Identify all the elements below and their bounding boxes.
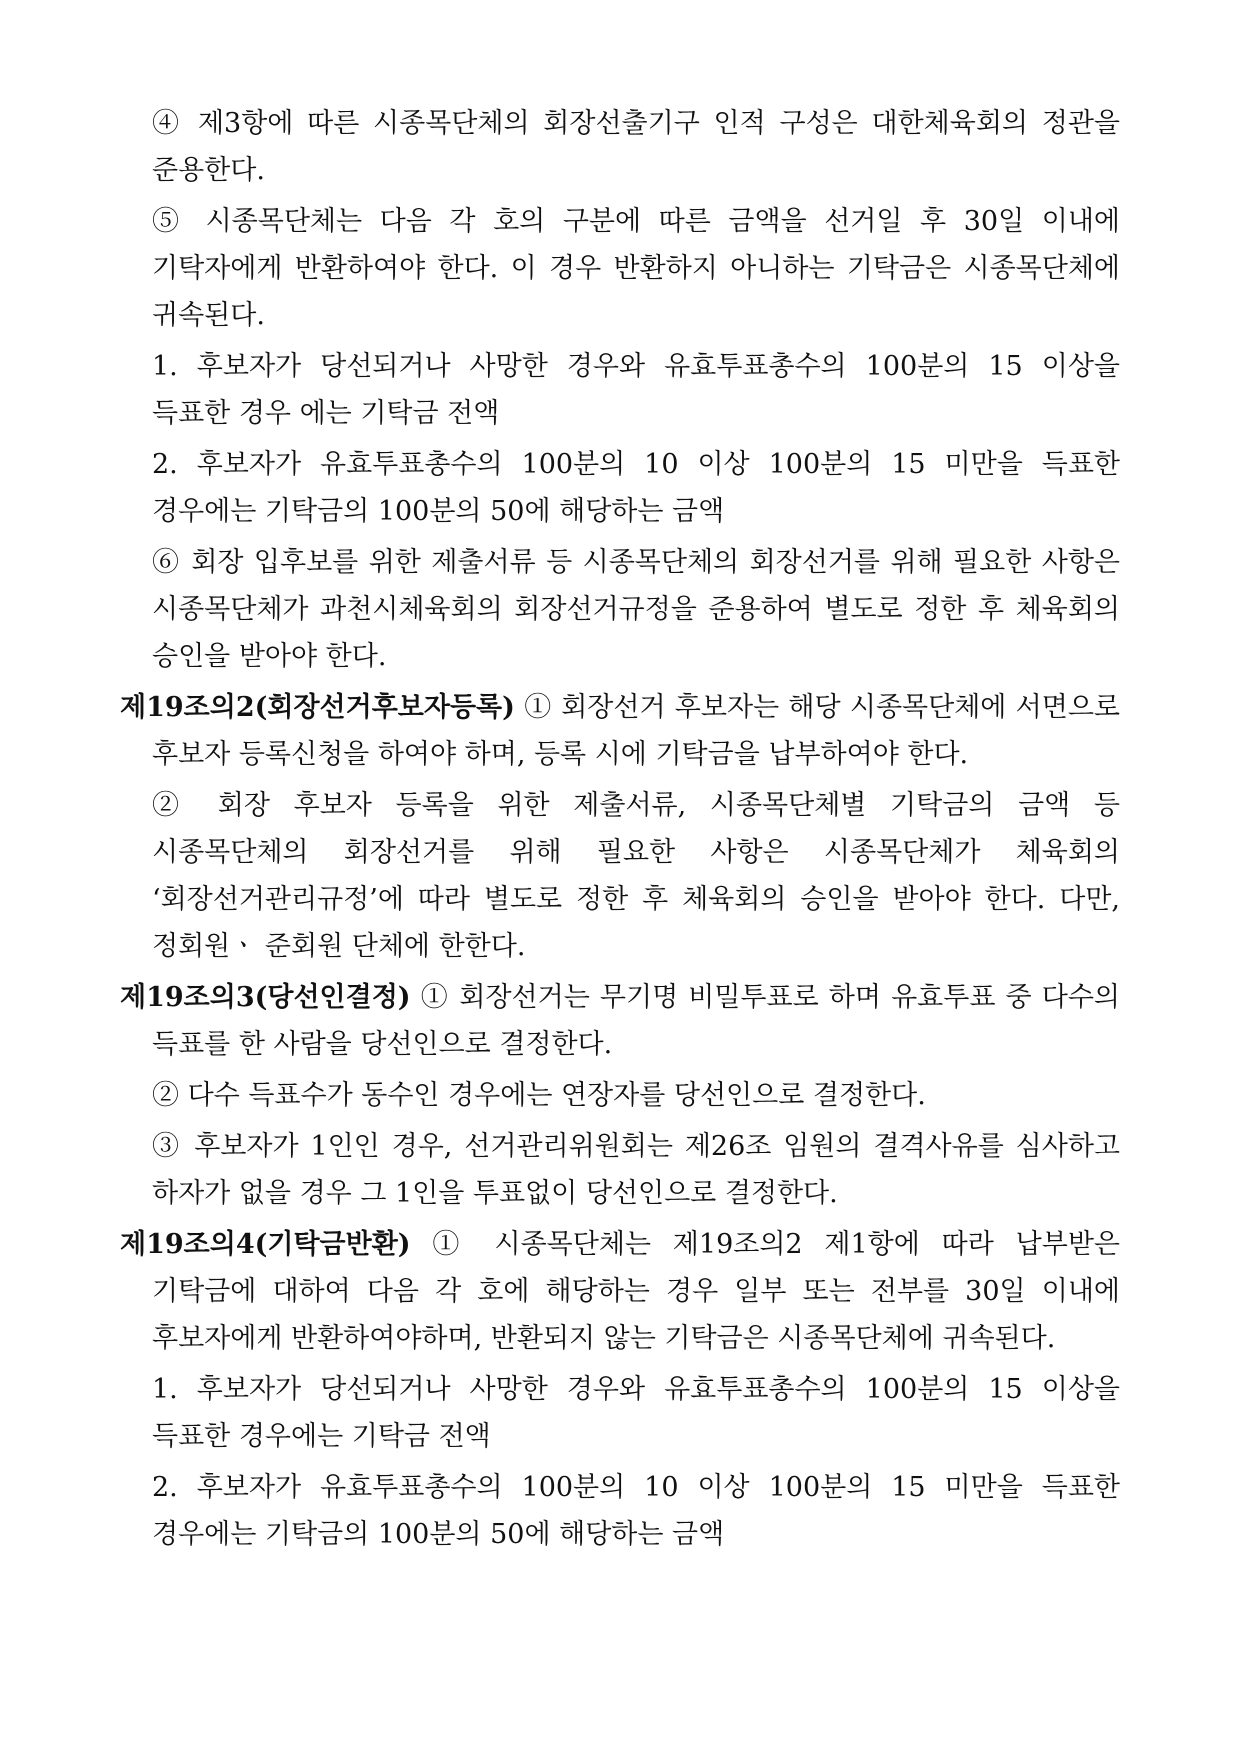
- article-paragraph: [120, 974, 1120, 1068]
- clause-paragraph: 1. 후보자가 당선되거나 사망한 경우와 유효투표총수의 100분의 15 이상을 득표한 경우 에는 기탁금 전액: [152, 351, 1120, 429]
- article-paragraph: [120, 1221, 1120, 1362]
- clause-paragraph: ⑤ 시종목단체는 다음 각 호의 구분에 따른 금액을 선거일 후 30일 이내에 기탁자에게 반환하여야 한다. 이 경우 반환하지 아니하는 기탁금은 시종목단체에 귀속된다.: [152, 206, 1120, 331]
- article-text: ① 시종목단체는 제19조의2 제1항에 따라 납부받은 기탁금에 대하여 다음 각 호에 해당하는 경우 일부 또는 전부를 30일 이내에 후보자에게 반환하여야하며, 반환되지 않는 기탁금은 시종목단체에 귀속된다.: [152, 1229, 1120, 1354]
- clause-paragraph: ② 다수 득표수가 동수인 경우에는 연장자를 당선인으로 결정한다.: [152, 1080, 926, 1111]
- article-heading: 제19조의3(당선인결정): [120, 982, 411, 1013]
- clause-paragraph: ③ 후보자가 1인인 경우, 선거관리위원회는 제26조 임원의 결격사유를 심사하고 하자가 없을 경우 그 1인을 투표없이 당선인으로 결정한다.: [152, 1131, 1120, 1209]
- article-heading: 제19조의4(기탁금반환): [120, 1229, 411, 1260]
- article-text: ① 회장선거는 무기명 비밀투표로 하며 유효투표 중 다수의 득표를 한 사람을 당선인으로 결정한다.: [152, 982, 1120, 1060]
- clause-paragraph: 2. 후보자가 유효투표총수의 100분의 10 이상 100분의 15 미만을 득표한 경우에는 기탁금의 100분의 50에 해당하는 금액: [152, 449, 1120, 527]
- clause-paragraph: ② 회장 후보자 등록을 위한 제출서류, 시종목단체별 기탁금의 금액 등 시종목단체의 회장선거를 위해 필요한 사항은 시종목단체가 체육회의 ‘회장선거관리규정’에 따라 별도로 정한 후 체육회의 승인을 받아야 한다. 다만, 정회원ㆍ 준회원 단체에 한한다.: [152, 790, 1120, 962]
- clause-paragraph: 2. 후보자가 유효투표총수의 100분의 10 이상 100분의 15 미만을 득표한 경우에는 기탁금의 100분의 50에 해당하는 금액: [152, 1472, 1120, 1550]
- clause-paragraph: 1. 후보자가 당선되거나 사망한 경우와 유효투표총수의 100분의 15 이상을 득표한 경우에는 기탁금 전액: [152, 1374, 1120, 1452]
- article-paragraph: [120, 684, 1120, 778]
- clause-paragraph: ⑥ 회장 입후보를 위한 제출서류 등 시종목단체의 회장선거를 위해 필요한 사항은 시종목단체가 과천시체육회의 회장선거규정을 준용하여 별도로 정한 후 체육회의 승인을 받아야 한다.: [152, 547, 1120, 672]
- clause-paragraph: ④ 제3항에 따른 시종목단체의 회장선출기구 인적 구성은 대한체육회의 정관을 준용한다.: [152, 108, 1120, 186]
- article-text: ① 회장선거 후보자는 해당 시종목단체에 서면으로 후보자 등록신청을 하여야 하며, 등록 시에 기탁금을 납부하여야 한다.: [152, 692, 1120, 770]
- article-heading: 제19조의2(회장선거후보자등록): [120, 692, 515, 723]
